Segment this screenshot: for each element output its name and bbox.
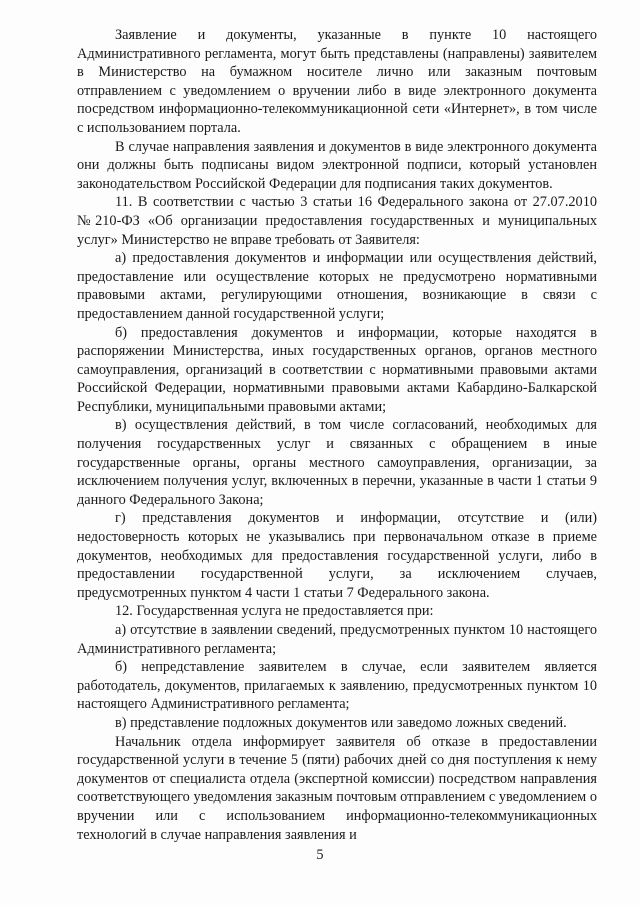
paragraph-clause-12: 12. Государственная услуга не предоставляется при: bbox=[115, 603, 434, 620]
paragraph-clause-12-b: б) непредставление заявителем в случае, если заявителем является работодатель, документов, прилагаемых к заявлению, предусмотренных пунктом 10 настоящего Административного регламента; bbox=[77, 659, 597, 713]
paragraph-refusal-notification: Начальник отдела информирует заявителя об отказе в предоставлении государственной услуги в течение 5 (пяти) рабочих дней со дня поступления к нему документов от специалиста отдела (экспертной комиссии) посредством направления соответствующего уведомления заказным почтовым отправлением с уведомлением о вручении или с использованием информационно-телекоммуникационных технологий в случае направления заявления и bbox=[77, 733, 597, 843]
paragraph-clause-12-v: в) представление подложных документов или заведомо ложных сведений. bbox=[115, 714, 567, 731]
paragraph-clause-11: 11. В соответствии с частью 3 статьи 16 Федерального закона от 27.07.2010 №210-ФЗ «Об организации предоставления государственных и муниципальных услуг» Министерство не вправе требовать от Заявителя: bbox=[77, 194, 597, 248]
paragraph-clause-11-a: а) предоставления документов и информации или осуществления действий, предоставление или осуществление которых не предусмотрено нормативными правовыми актами, регулирующими отношения, возникающие в связи с предоставлением данной государственной услуги; bbox=[77, 250, 597, 322]
paragraph-clause-11-v: в) осуществления действий, в том числе согласований, необходимых для получения государственных услуг и связанных с обращением в иные государственные органы, органы местного самоуправления, организации, за исключением получения услуг, включенных в перечни, указанные в части 1 статьи 9 данного Федерального Закона; bbox=[77, 417, 597, 508]
document-body bbox=[77, 26, 597, 844]
page-number: 5 bbox=[316, 847, 324, 863]
paragraph-clause-12-a: а) отсутствие в заявлении сведений, предусмотренных пунктом 10 настоящего Административного регламента; bbox=[77, 622, 597, 657]
paragraph-clause-11-g: г) представления документов и информации, отсутствие и (или) недостоверность которых не указывались при первоначальном отказе в приеме документов, необходимых для предоставления государственной услуги, либо в предоставлении государственной услуги, за исключением случаев, предусмотренных пунктом 4 части 1 статьи 7 Федерального закона. bbox=[77, 510, 597, 601]
paragraph-submission-methods: Заявление и документы, указанные в пункте 10 настоящего Административного регламента, могут быть представлены (направлены) заявителем в Министерство на бумажном носителе лично или заказным почтовым отправлением с уведомлением о вручении либо в виде электронного документа посредством информационно-телекоммуникационной сети «Интернет», в том числе с использованием портала. bbox=[77, 27, 597, 136]
paragraph-electronic-signature: В случае направления заявления и документов в виде электронного документа они должны быть подписаны видом электронной подписи, который установлен законодательством Российской Федерации для подписания таких документов. bbox=[77, 138, 597, 192]
paragraph-clause-11-b: б) предоставления документов и информации, которые находятся в распоряжении Министерства, иных государственных органов, органов местного самоуправления, организаций в соответствии с нормативными правовыми актами Российской Федерации, нормативными правовыми актами Кабардино-Балкарской Республики, муниципальными правовыми актами; bbox=[77, 324, 597, 415]
